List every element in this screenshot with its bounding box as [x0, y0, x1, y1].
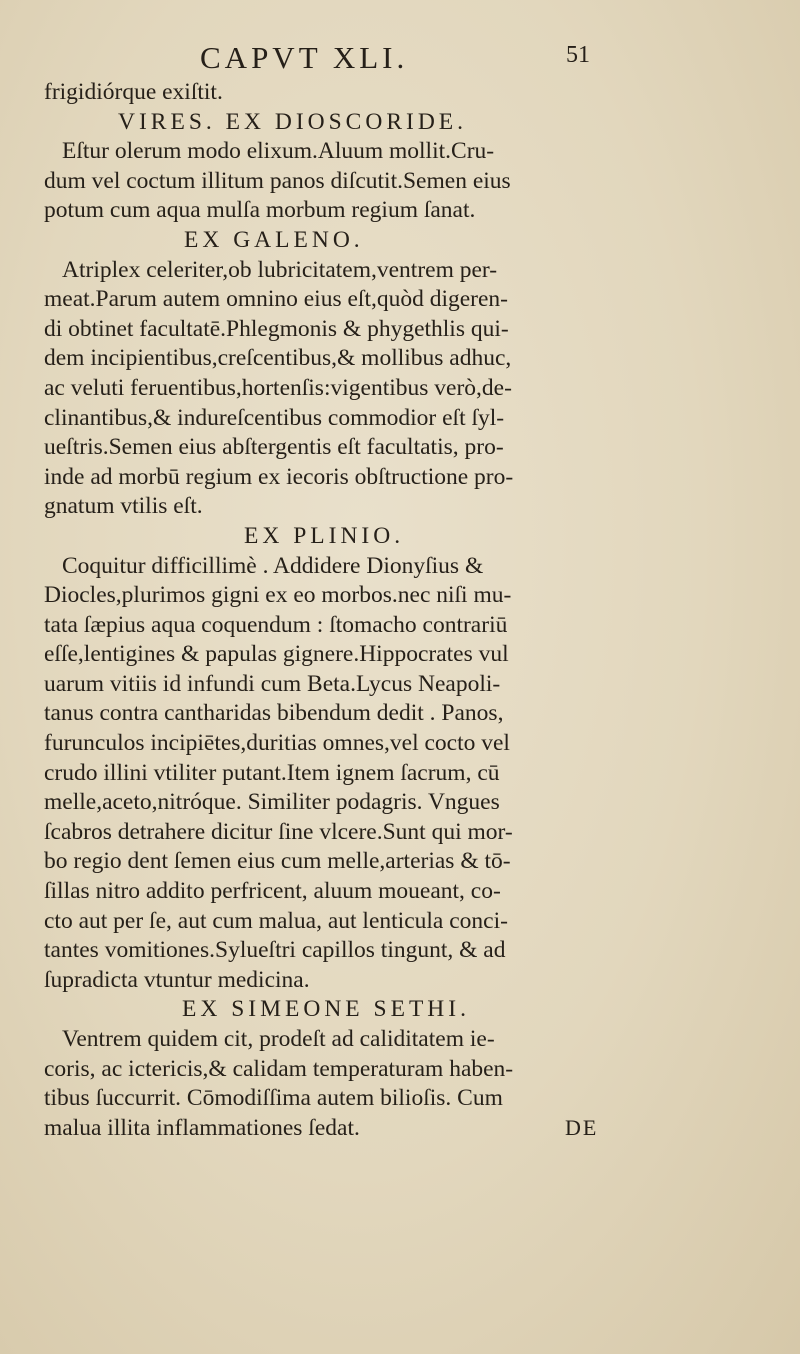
page-number: 51 [566, 42, 590, 68]
text-line: coris, ac ictericis,& calidam temperaturam haben- [44, 1055, 514, 1082]
text-line: di obtinet facultatē.Phlegmonis & phygethlis qui- [44, 315, 509, 342]
section-heading: EX PLINIO. [244, 522, 405, 549]
running-head: CAPVT XLI. [200, 40, 409, 75]
text-line: clinantibus,& indureſcentibus commodior eſt ſyl- [44, 404, 505, 431]
text-line: frigidiórque exiſtit. [44, 79, 223, 105]
text-line: ſupradicta vtuntur medicina. [44, 966, 310, 993]
text-line: tibus ſuccurrit. Cōmodiſſima autem bilioſis. Cum [44, 1085, 503, 1112]
text-line: Atriplex celeriter,ob lubricitatem,ventrem per- [62, 256, 498, 283]
section-heading: EX GALENO. [184, 226, 364, 253]
text-line: Coquitur difficillimè . Addidere Dionyſius & [62, 552, 484, 579]
text-line: dum vel coctum illitum panos diſcutit.Semen eius [44, 167, 511, 194]
text-line: ſillas nitro addito perfricent, aluum moueant, co- [44, 878, 501, 905]
text-line: Eſtur olerum modo elixum.Aluum mollit.Cru- [62, 138, 495, 165]
page-header [0, 40, 800, 80]
text-line: Diocles,plurimos gigni ex eo morbos.nec niſi mu- [44, 582, 512, 609]
text-line: crudo illini vtiliter putant.Item ignem ſacrum, cū [44, 759, 500, 786]
text-line: cto aut per ſe, aut cum malua, aut lenticula conci- [44, 907, 508, 934]
text-line: tantes vomitiones.Sylueſtri capillos tingunt, & ad [44, 937, 506, 964]
text-line: tanus contra cantharidas bibendum dedit . Panos, [44, 700, 504, 727]
catchword: DE [565, 1115, 599, 1140]
text-line: ſcabros detrahere dicitur ſine vlcere.Sunt qui mor- [44, 818, 513, 845]
text-line: inde ad morbū regium ex iecoris obſtructione pro- [44, 463, 514, 490]
text-line: malua illita inflammationes ſedat. [44, 1114, 360, 1141]
text-line: furunculos incipiētes,duritias omnes,vel coctо vel [44, 730, 510, 757]
text-line: gnatum vtilis eſt. [44, 493, 203, 520]
text-line: melle,aceto,nitróque. Similiter podagris. Vngues [44, 789, 500, 816]
text-line: eſſe,lentigines & papulas gignere.Hippocrates vul [44, 641, 509, 668]
text-line: Ventrem quidem cit, prodeſt ad caliditatem ie- [62, 1026, 495, 1052]
text-line: dem incipientibus,creſcentibus,& mollibus adhuc, [44, 345, 512, 372]
text-line: potum cum aqua mulſa morbum regium ſanat. [44, 197, 476, 224]
text-line: ueſtris.Semen eius abſtergentis eſt facultatis, pro- [44, 434, 504, 461]
text-line: uarum vitiis id infundi cum Beta.Lycus Neapoli- [44, 670, 501, 697]
text-line: tata ſæpius aqua coquendum : ſtomacho contrariū [44, 611, 508, 638]
text-line: meat.Parum autem omnino eius eſt,quòd digeren- [44, 286, 509, 313]
body-text [44, 78, 784, 1143]
text-line: ac veluti feruentibus,hortenſis:vigentibus verò,de- [44, 374, 512, 401]
text-line: bo regio dent ſemen eius cum melle,arterias & tō- [44, 848, 511, 875]
section-heading: VIRES. EX DIOSCORIDE. [118, 108, 468, 135]
section-heading: EX SIMEONE SETHI. [182, 996, 470, 1023]
